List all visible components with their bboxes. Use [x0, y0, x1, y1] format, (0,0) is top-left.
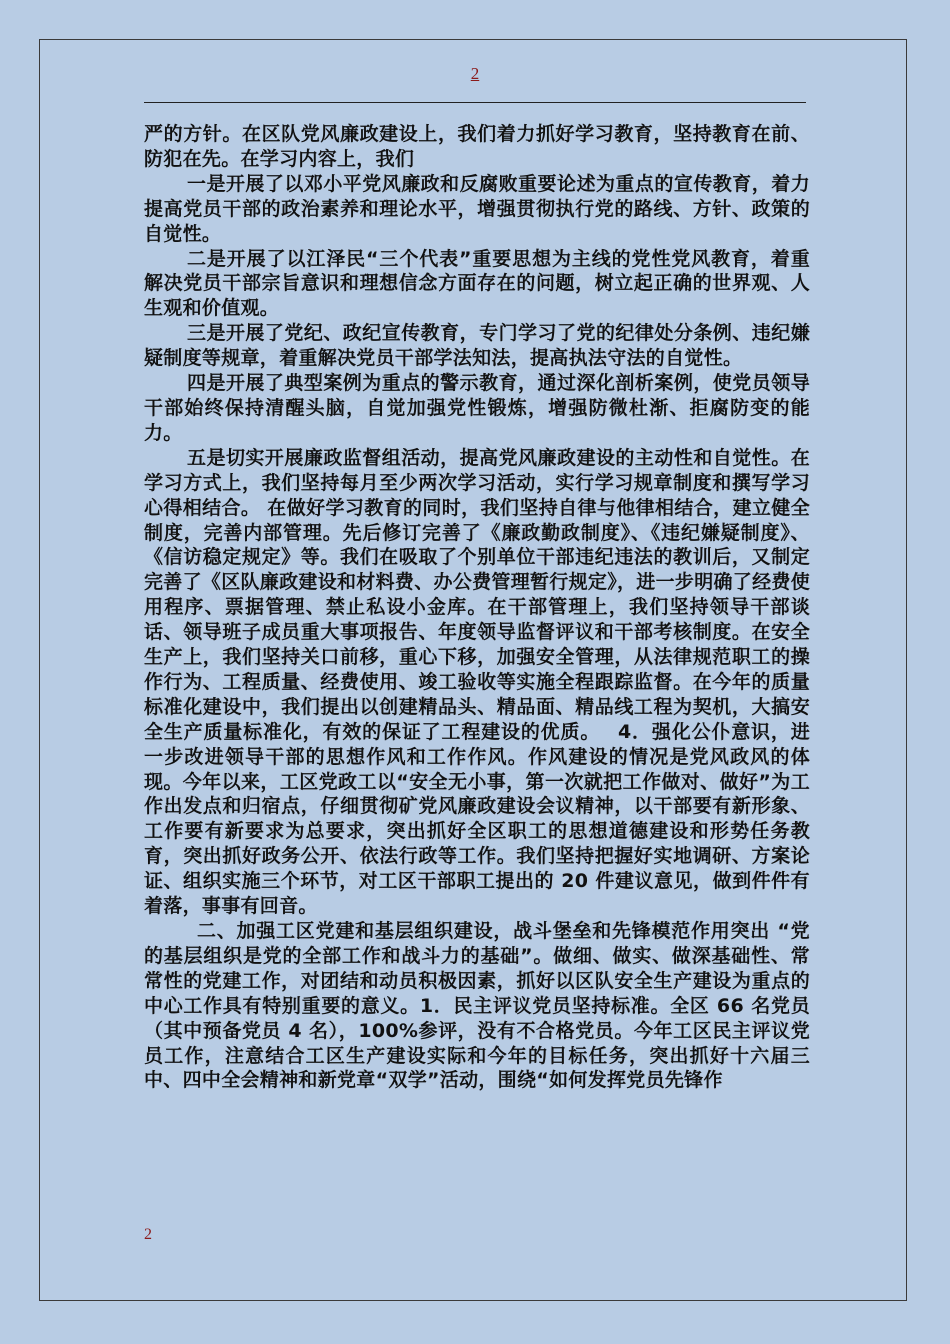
header-page-number: 2 — [470, 64, 480, 83]
paragraph: 严的方针。在区队党风廉政建设上，我们着力抓好学习教育，坚持教育在前、防犯在先。在学习内容上，我们 — [144, 123, 810, 170]
paragraph: 二、加强工区党建和基层组织建设，战斗堡垒和先锋模范作用突出 “党的基层组织是党的全部工作和战斗力的基础”。做细、做实、做深基础性、常常性的党建工作，对团结和动员积极因素，抓好以区队安全生产建设为重点的中心工作具有特别重要的意义。1．民主评议党员坚持标准。全区 66 名党员（其中预备党员 4 名），100%参评，没有不合格党员。今年工区民主评议党员工作，注意结合工区生产建设实际和今年的目标任务，突出抓好十六届三中、四中全会精神和新党章“双学”活动，围绕“如何发挥党员先锋作 — [144, 920, 810, 1092]
paragraph: 三是开展了党纪、政纪宣传教育，专门学习了党的纪律处分条例、违纪嫌疑制度等规章，着重解决党员干部学法知法，提高执法守法的自觉性。 — [144, 322, 810, 370]
paragraph: 五是切实开展廉政监督组活动，提高党风廉政建设的主动性和自觉性。在学习方式上，我们坚持每月至少两次学习活动，实行学习规章制度和撰写学习心得相结合。 在做好学习教育的同时，我们坚持自律与他律相结合，建立健全制度，完善内部管理。先后修订完善了《廉政勤政制度》、《违纪嫌疑制度》、《信访稳定规定》等。我们在吸取了个别单位干部违纪违法的教训后，又制定完善了《区队廉政建设和材料费、办公费管理暂行规定》，进一步明确了经费使用程序、票据管理、禁止私设小金库。在干部管理上，我们坚持领导干部谈话、领导班子成员重大事项报告、年度领导监督评议和干部考核制度。在安全生产上，我们坚持关口前移，重心下移，加强安全管理，从法律规范职工的操作行为、工程质量、经费使用、竣工验收等实施全程跟踪监督。在今年的质量标准化建设中，我们提出以创建精品头、精品面、精品线工程为契机，大搞安全生产质量标准化，有效的保证了工程建设的优质。 4．强化公仆意识，进一步改进领导干部的思想作风和工作作风。作风建设的情况是党风政风的体现。今年以来，工区党政工以“安全无小事，第一次就把工作做对、做好”为工作出发点和归宿点，仔细贯彻矿党风廉政建设会议精神，以干部要有新形象、工作要有新要求为总要求，突出抓好全区职工的思想道德建设和形势任务教育，突出抓好政务公开、依法行政等工作。我们坚持把握好实地调研、方案论证、组织实施三个环节，对工区干部职工提出的 20 件建议意见，做到件件有着落，事事有回音。 — [144, 446, 811, 918]
paragraph: 二是开展了以江泽民“三个代表”重要思想为主线的党性党风教育，着重解决党员干部宗旨意识和理想信念方面存在的问题，树立起正确的世界观、人生观和价值观。 — [144, 247, 810, 320]
header-rule — [144, 102, 806, 103]
paragraph: 一是开展了以邓小平党风廉政和反腐败重要论述为重点的宣传教育，着力提高党员干部的政治素养和理论水平，增强贯彻执行党的路线、方针、政策的自觉性。 — [144, 172, 810, 245]
document-body — [144, 122, 810, 1093]
footer-page-number: 2 — [144, 1226, 152, 1243]
paragraph: 四是开展了典型案例为重点的警示教育，通过深化剖析案例，使党员领导干部始终保持清醒头脑，自觉加强党性锻炼，增强防微杜渐、拒腐防变的能力。 — [144, 372, 810, 444]
